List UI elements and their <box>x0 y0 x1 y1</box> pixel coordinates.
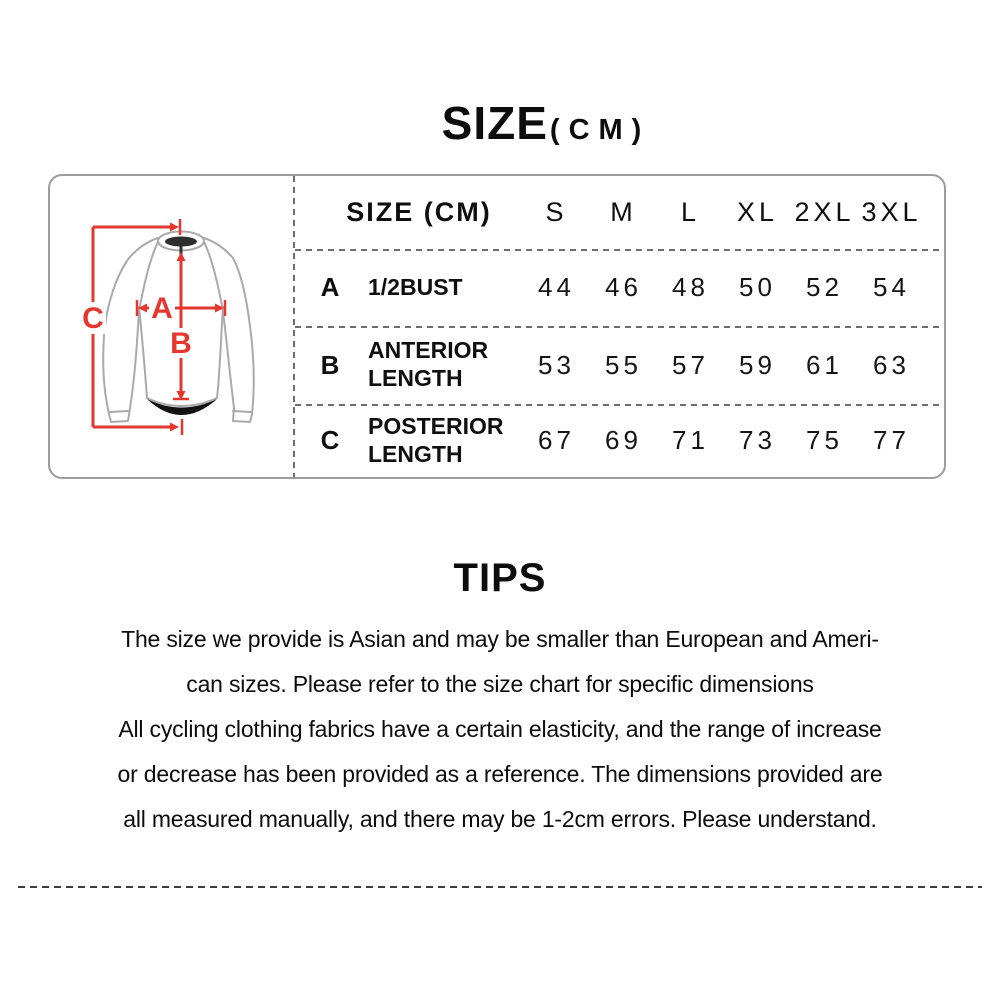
size-table-header-row <box>293 176 944 249</box>
tips-line: or decrease has been provided as a reference. The dimensions provided are <box>117 761 883 787</box>
size-col-3xl: 3XL <box>861 197 922 227</box>
cell-value: 61 <box>806 349 843 380</box>
cell-value: 71 <box>672 425 709 455</box>
cell-value: 50 <box>739 272 776 302</box>
row-letter: B <box>320 349 340 380</box>
table-row <box>293 326 944 404</box>
tips-line: The size we provide is Asian and may be smaller than European and Ameri- <box>121 626 879 652</box>
diagram-label-a: A <box>151 292 173 325</box>
tips-line: can sizes. Please refer to the size chart for specific dimensions <box>186 671 814 697</box>
cell-value: 55 <box>605 349 642 380</box>
diagram-label-c: C <box>82 302 104 335</box>
cell-value: 59 <box>739 349 776 380</box>
tips-heading: TIPS <box>453 556 547 600</box>
title-size: SIZE <box>441 97 548 149</box>
size-col-m: M <box>610 197 637 227</box>
cell-value: 63 <box>873 349 910 380</box>
cell-value: 57 <box>672 349 709 380</box>
diagram-label-b: B <box>170 327 192 360</box>
cell-value: 48 <box>672 272 709 302</box>
cell-value: 53 <box>538 349 575 380</box>
title-unit: (CM) <box>549 114 651 146</box>
cell-value: 46 <box>605 272 642 302</box>
row-letter: C <box>320 425 340 455</box>
size-table <box>293 176 944 477</box>
size-col-l: L <box>680 197 701 227</box>
page-title <box>0 96 1000 150</box>
cell-value: 67 <box>538 425 575 455</box>
table-row <box>293 249 944 326</box>
jersey-measurement-diagram <box>50 176 295 477</box>
row-name: ANTERIOR LENGTH <box>368 337 489 391</box>
row-name: POSTERIOR LENGTH <box>368 412 504 467</box>
cell-value: 77 <box>873 425 910 455</box>
size-col-2xl: 2XL <box>794 197 855 227</box>
cell-value: 75 <box>806 425 843 455</box>
size-col-s: S <box>545 197 568 227</box>
row-name: 1/2BUST <box>368 273 463 300</box>
tips-line: All cycling clothing fabrics have a certain elasticity, and the range of increase <box>118 716 882 742</box>
tips-paragraph <box>0 617 1000 842</box>
cell-value: 44 <box>538 272 575 302</box>
size-table-header-label: SIZE (CM) <box>346 197 492 227</box>
size-col-xl: XL <box>736 197 779 227</box>
size-chart-card <box>48 174 946 479</box>
cell-value: 52 <box>806 272 843 302</box>
cell-value: 69 <box>605 425 642 455</box>
tips-line: all measured manually, and there may be 1-2cm errors. Please understand. <box>123 806 877 832</box>
cell-value: 54 <box>873 272 910 302</box>
cell-value: 73 <box>739 425 776 455</box>
bottom-dashed-divider <box>18 886 982 888</box>
table-row <box>293 404 944 477</box>
row-letter: A <box>320 272 340 302</box>
